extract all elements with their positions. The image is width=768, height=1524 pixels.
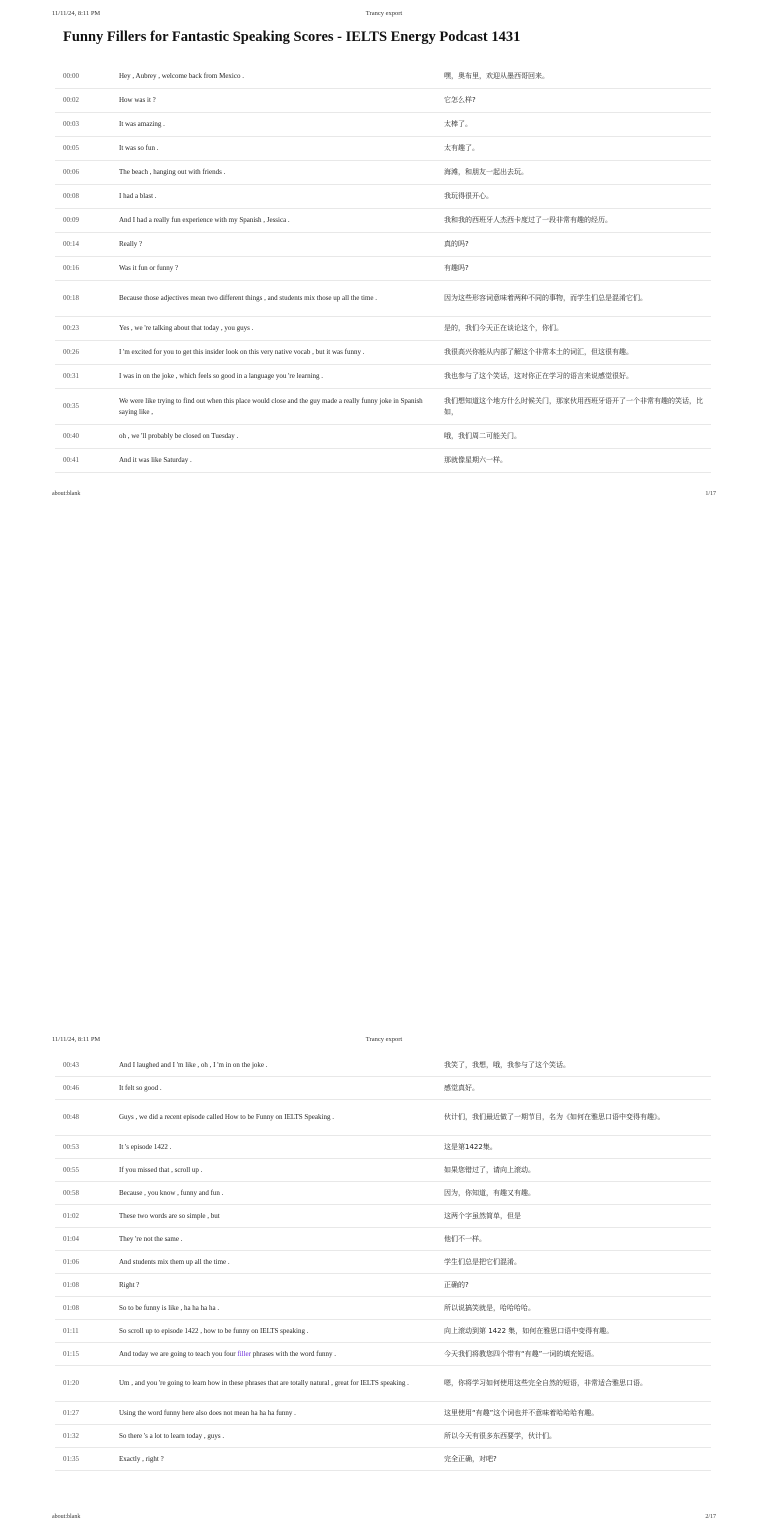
timestamp: 00:41	[63, 456, 79, 464]
english-text: They 're not the same .	[119, 1234, 183, 1243]
timestamp: 01:20	[63, 1379, 79, 1387]
chinese-translation: 学生们总是把它们混淆。	[444, 1257, 521, 1266]
english-text: And it was like Saturday .	[119, 456, 192, 464]
english-text-part: And today we are going to teach you four	[119, 1349, 238, 1358]
table-row	[55, 1402, 711, 1425]
english-text: It 's episode 1422 .	[119, 1142, 172, 1151]
table-row	[55, 281, 711, 317]
chinese-translation: 真的吗?	[444, 240, 469, 248]
chinese-translation: 有趣吗?	[444, 264, 469, 272]
chinese-translation: 他们不一样。	[444, 1234, 486, 1243]
footer-url: about:blank	[52, 491, 81, 497]
table-row	[55, 1100, 711, 1136]
print-app-name: Trancy export	[365, 10, 403, 17]
print-header	[52, 1036, 716, 1048]
timestamp: 01:08	[63, 1303, 79, 1312]
timestamp: 00:00	[63, 72, 79, 80]
table-row	[55, 1182, 711, 1205]
chinese-translation: 哦，我们周二可能关门。	[444, 432, 521, 440]
english-text	[119, 1349, 444, 1360]
chinese-translation: 正确的?	[444, 1280, 469, 1289]
timestamp: 00:18	[63, 294, 79, 302]
timestamp: 00:48	[63, 1113, 79, 1121]
timestamp: 00:40	[63, 432, 79, 440]
table-row	[55, 233, 711, 257]
print-footer	[52, 1514, 716, 1524]
timestamp: 00:09	[63, 216, 79, 224]
table-row	[55, 185, 711, 209]
chinese-translation: 我们想知道这个地方什么时候关门，那家伙用西班牙语开了一个非常有趣的笑话，比如，	[444, 396, 703, 416]
chinese-translation: 我也参与了这个笑话，这对你正在学习的语言来说感觉很好。	[444, 372, 633, 380]
chinese-translation: 是的，我们今天正在谈论这个，你们。	[444, 324, 563, 332]
english-text: We were like trying to find out when this place would close and the guy made a really funny joke in Spanish saying like ,	[119, 396, 423, 416]
english-text: So to be funny is like , ha ha ha ha .	[119, 1303, 220, 1312]
table-row	[55, 317, 711, 341]
table-row	[55, 1297, 711, 1320]
print-footer	[52, 491, 716, 501]
timestamp: 00:35	[63, 402, 79, 410]
english-text: So there 's a lot to learn today , guys .	[119, 1431, 225, 1440]
timestamp: 00:08	[63, 192, 79, 200]
english-text: Right ?	[119, 1280, 140, 1289]
table-row	[55, 209, 711, 233]
chinese-translation: 嗯，你将学习如何使用这些完全自然的短语，非常适合雅思口语。	[444, 1379, 647, 1387]
timestamp: 00:58	[63, 1188, 79, 1197]
timestamp: 00:31	[63, 372, 79, 380]
table-row	[55, 1159, 711, 1182]
english-text: It was amazing .	[119, 120, 165, 128]
timestamp: 00:03	[63, 120, 79, 128]
table-row	[55, 1425, 711, 1448]
table-row	[55, 257, 711, 281]
table-row	[55, 1448, 711, 1471]
table-row	[55, 137, 711, 161]
footer-url: about:blank	[52, 1514, 81, 1520]
table-row	[55, 1077, 711, 1100]
english-text: Because , you know , funny and fun .	[119, 1188, 224, 1197]
table-row	[55, 341, 711, 365]
transcript-table-page-2	[55, 1054, 711, 1471]
timestamp: 01:27	[63, 1408, 79, 1417]
timestamp: 01:15	[63, 1349, 79, 1358]
table-row	[55, 65, 711, 89]
english-text: So scroll up to episode 1422 , how to be funny on IELTS speaking .	[119, 1326, 309, 1335]
chinese-translation: 那就像星期六一样。	[444, 456, 507, 464]
timestamp: 01:06	[63, 1257, 79, 1266]
table-row	[55, 365, 711, 389]
chinese-translation: 完全正确，对吧?	[444, 1454, 497, 1463]
print-header	[52, 10, 716, 22]
english-text: oh , we 'll probably be closed on Tuesday .	[119, 432, 239, 440]
table-row	[55, 1366, 711, 1402]
page-2	[0, 512, 768, 1520]
english-text: Exactly , right ?	[119, 1454, 164, 1463]
english-text: It felt so good .	[119, 1083, 162, 1092]
table-row	[55, 1054, 711, 1077]
chinese-translation: 向上滚动到第 1422 集，如何在雅思口语中变得有趣。	[444, 1326, 614, 1335]
timestamp: 01:02	[63, 1211, 79, 1220]
chinese-translation: 我很高兴你能从内部了解这个非常本土的词汇，但这很有趣。	[444, 348, 633, 356]
print-datetime: 11/11/24, 8:11 PM	[52, 1036, 101, 1043]
chinese-translation: 伙计们，我们最近做了一期节目，名为《如何在雅思口语中变得有趣》。	[444, 1113, 665, 1121]
document-title: Funny Fillers for Fantastic Speaking Scores - IELTS Energy Podcast 1431	[63, 29, 521, 45]
english-text: And I had a really fun experience with my Spanish , Jessica .	[119, 216, 290, 224]
timestamp: 00:06	[63, 168, 79, 176]
timestamp: 01:11	[63, 1326, 79, 1335]
english-text: Yes , we 're talking about that today , you guys .	[119, 324, 254, 332]
chinese-translation: 我玩得很开心。	[444, 192, 493, 200]
timestamp: 00:16	[63, 264, 79, 272]
table-row	[55, 389, 711, 425]
table-row	[55, 161, 711, 185]
table-row	[55, 113, 711, 137]
chinese-translation: 因为，你知道，有趣又有趣。	[444, 1188, 535, 1197]
timestamp: 01:08	[63, 1280, 79, 1289]
table-row	[55, 1251, 711, 1274]
chinese-translation: 嘿，奥布里，欢迎从墨西哥回来。	[444, 72, 549, 80]
table-row	[55, 1343, 711, 1366]
chinese-translation: 这两个字虽然简单，但是	[444, 1211, 521, 1220]
table-row	[55, 1320, 711, 1343]
english-text: If you missed that , scroll up .	[119, 1165, 203, 1174]
english-text: Was it fun or funny ?	[119, 264, 179, 272]
timestamp: 00:02	[63, 96, 79, 104]
english-text: The beach , hanging out with friends .	[119, 168, 226, 176]
english-text: Because those adjectives mean two different things , and students mix those up all the time .	[119, 294, 378, 302]
chinese-translation: 太棒了。	[444, 120, 472, 128]
english-text: Guys , we did a recent episode called How to be Funny on IELTS Speaking .	[119, 1113, 334, 1121]
english-text: I 'm excited for you to get this insider look on this very native vocab , but it was funny .	[119, 348, 365, 356]
page-1	[0, 0, 768, 512]
table-row	[55, 425, 711, 449]
timestamp: 00:14	[63, 240, 79, 248]
table-row	[55, 1136, 711, 1159]
chinese-translation: 太有趣了。	[444, 144, 479, 152]
chinese-translation: 感觉真好。	[444, 1083, 479, 1092]
timestamp: 00:23	[63, 324, 79, 332]
table-row	[55, 1205, 711, 1228]
timestamp: 01:35	[63, 1454, 79, 1463]
print-app-name: Trancy export	[365, 1036, 403, 1043]
chinese-translation: 所以说搞笑就是，哈哈哈哈。	[444, 1303, 535, 1312]
timestamp: 00:46	[63, 1083, 79, 1092]
timestamp: 00:26	[63, 348, 79, 356]
chinese-translation: 我笑了，我想，哦，我参与了这个笑话。	[444, 1060, 570, 1069]
english-text: Hey , Aubrey , welcome back from Mexico .	[119, 72, 244, 80]
chinese-translation: 这是第1422集。	[444, 1142, 497, 1151]
chinese-translation: 我和我的西班牙人杰西卡度过了一段非常有趣的经历。	[444, 216, 612, 224]
table-row	[55, 449, 711, 473]
page-number: 1/17	[705, 491, 716, 497]
chinese-translation: 这里使用“有趣”这个词也并不意味着哈哈哈有趣。	[444, 1408, 599, 1417]
highlighted-word[interactable]: filler	[237, 1349, 251, 1358]
table-row	[55, 1274, 711, 1297]
table-row	[55, 89, 711, 113]
chinese-translation: 因为这些形容词意味着两种不同的事物，而学生们总是混淆它们。	[444, 294, 647, 302]
chinese-translation: 海滩，和朋友一起出去玩。	[444, 168, 528, 176]
english-text: Using the word funny here also does not mean ha ha ha funny .	[119, 1408, 296, 1417]
english-text: And I laughed and I 'm like , oh , I 'm in on the joke .	[119, 1060, 268, 1069]
english-text: I had a blast .	[119, 192, 157, 200]
chinese-translation: 如果您错过了，请向上滚动。	[444, 1165, 535, 1174]
timestamp: 00:05	[63, 144, 79, 152]
chinese-translation: 它怎么样?	[444, 96, 476, 104]
table-row	[55, 1228, 711, 1251]
english-text-part: phrases with the word funny .	[251, 1349, 336, 1358]
english-text: And students mix them up all the time .	[119, 1257, 230, 1266]
english-text: I was in on the joke , which feels so good in a language you 're learning .	[119, 372, 324, 380]
timestamp: 00:43	[63, 1060, 79, 1069]
timestamp: 00:53	[63, 1142, 79, 1151]
timestamp: 00:55	[63, 1165, 79, 1174]
timestamp: 01:32	[63, 1431, 79, 1440]
english-text: These two words are so simple , but	[119, 1211, 220, 1220]
transcript-table-page-1	[55, 65, 711, 473]
english-text: Um , and you 're going to learn how in these phrases that are totally natural , great for IELTS speaking .	[119, 1379, 409, 1387]
english-text: Really ?	[119, 240, 143, 248]
print-datetime: 11/11/24, 8:11 PM	[52, 10, 101, 17]
chinese-translation: 今天我们将教您四个带有“有趣”一词的填充短语。	[444, 1349, 599, 1358]
page-number: 2/17	[705, 1514, 716, 1520]
timestamp: 01:04	[63, 1234, 79, 1243]
english-text: It was so fun .	[119, 144, 159, 152]
chinese-translation: 所以今天有很多东西要学，伙计们。	[444, 1431, 556, 1440]
english-text: How was it ?	[119, 96, 156, 104]
